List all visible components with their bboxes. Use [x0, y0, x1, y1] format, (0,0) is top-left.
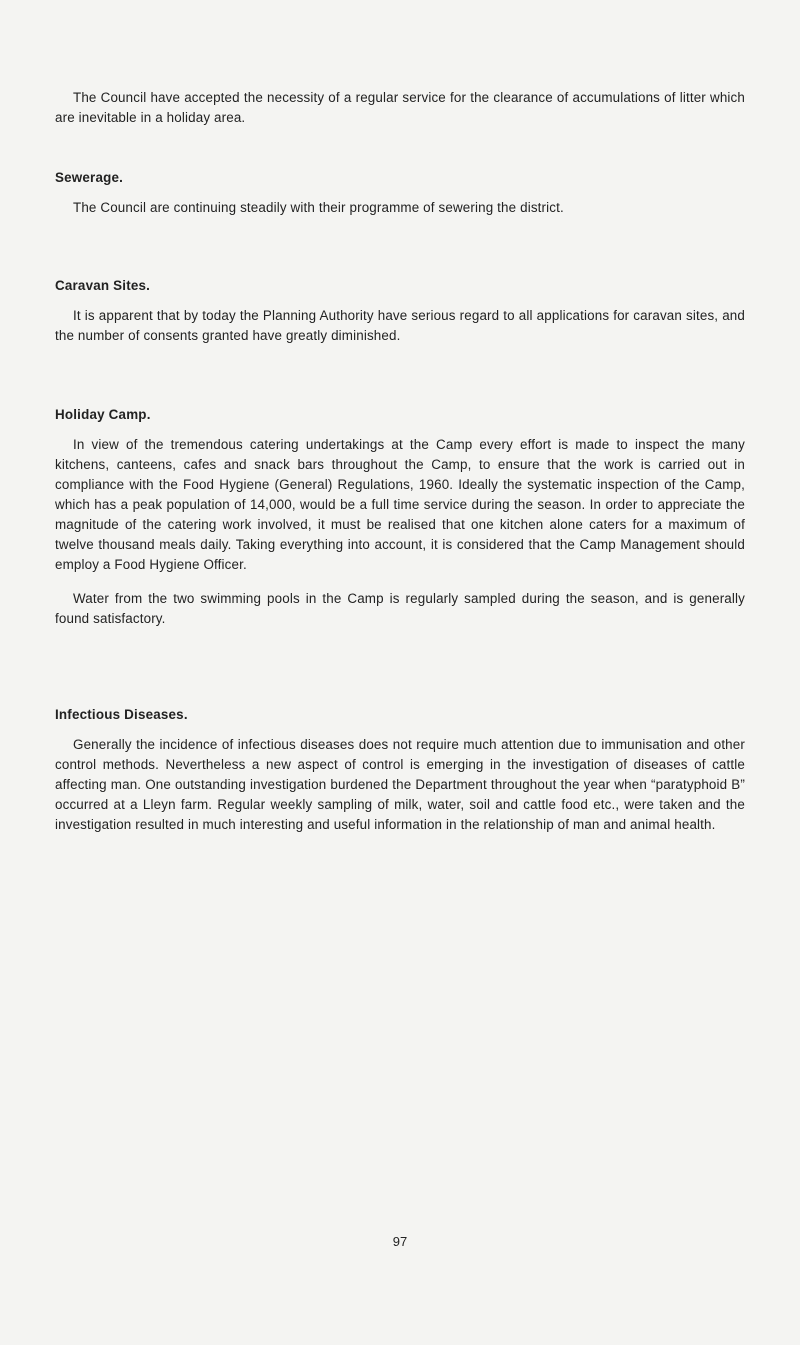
sewerage-paragraph: The Council are continuing steadily with their programme of sewering the district.: [73, 200, 564, 215]
sewerage-section: [55, 168, 745, 218]
caravan-sites-paragraph: It is apparent that by today the Planning Authority have serious regard to all applications for caravan sites, and the number of consents granted have greatly diminished.: [55, 308, 745, 343]
caravan-sites-section: [55, 276, 745, 346]
intro-section: [55, 88, 745, 128]
page-number: 97: [392, 1234, 408, 1249]
holiday-camp-heading: Holiday Camp.: [55, 407, 151, 422]
caravan-sites-heading: Caravan Sites.: [55, 278, 151, 293]
holiday-camp-section: [55, 405, 745, 629]
infectious-diseases-paragraph: Generally the incidence of infectious diseases does not require much attention due to immunisation and other control methods. Nevertheless a new aspect of control is emerging in the investigation of diseases of cattle affecting man. One outstanding investigation burdened the Department throughout the year when “paratyphoid B” occurred at a Lleyn farm. Regular weekly sampling of milk, water, soil and cattle food etc., were taken and the investigation resulted in much interesting and useful information in the relationship of man and animal health.: [55, 737, 745, 832]
infectious-diseases-heading: Infectious Diseases.: [55, 707, 188, 722]
holiday-camp-paragraph-1: In view of the tremendous catering undertakings at the Camp every effort is made to inspect the many kitchens, canteens, cafes and snack bars throughout the Camp, to ensure that the work is carried out in compliance with the Food Hygiene (General) Regulations, 1960. Ideally the systematic inspection of the Camp, which has a peak population of 14,000, would be a full time service during the season. In order to appreciate the magnitude of the catering work involved, it must be realised that one kitchen alone caters for a maximum of twelve thousand meals daily. Taking everything into account, it is considered that the Camp Management should employ a Food Hygiene Officer.: [55, 437, 745, 572]
intro-paragraph: The Council have accepted the necessity of a regular service for the clearance of accumulations of litter which are inevitable in a holiday area.: [55, 90, 745, 125]
sewerage-heading: Sewerage.: [55, 170, 124, 185]
holiday-camp-paragraph-2: Water from the two swimming pools in the Camp is regularly sampled during the season, and is generally found satisfactory.: [55, 591, 745, 626]
infectious-diseases-section: [55, 705, 745, 835]
